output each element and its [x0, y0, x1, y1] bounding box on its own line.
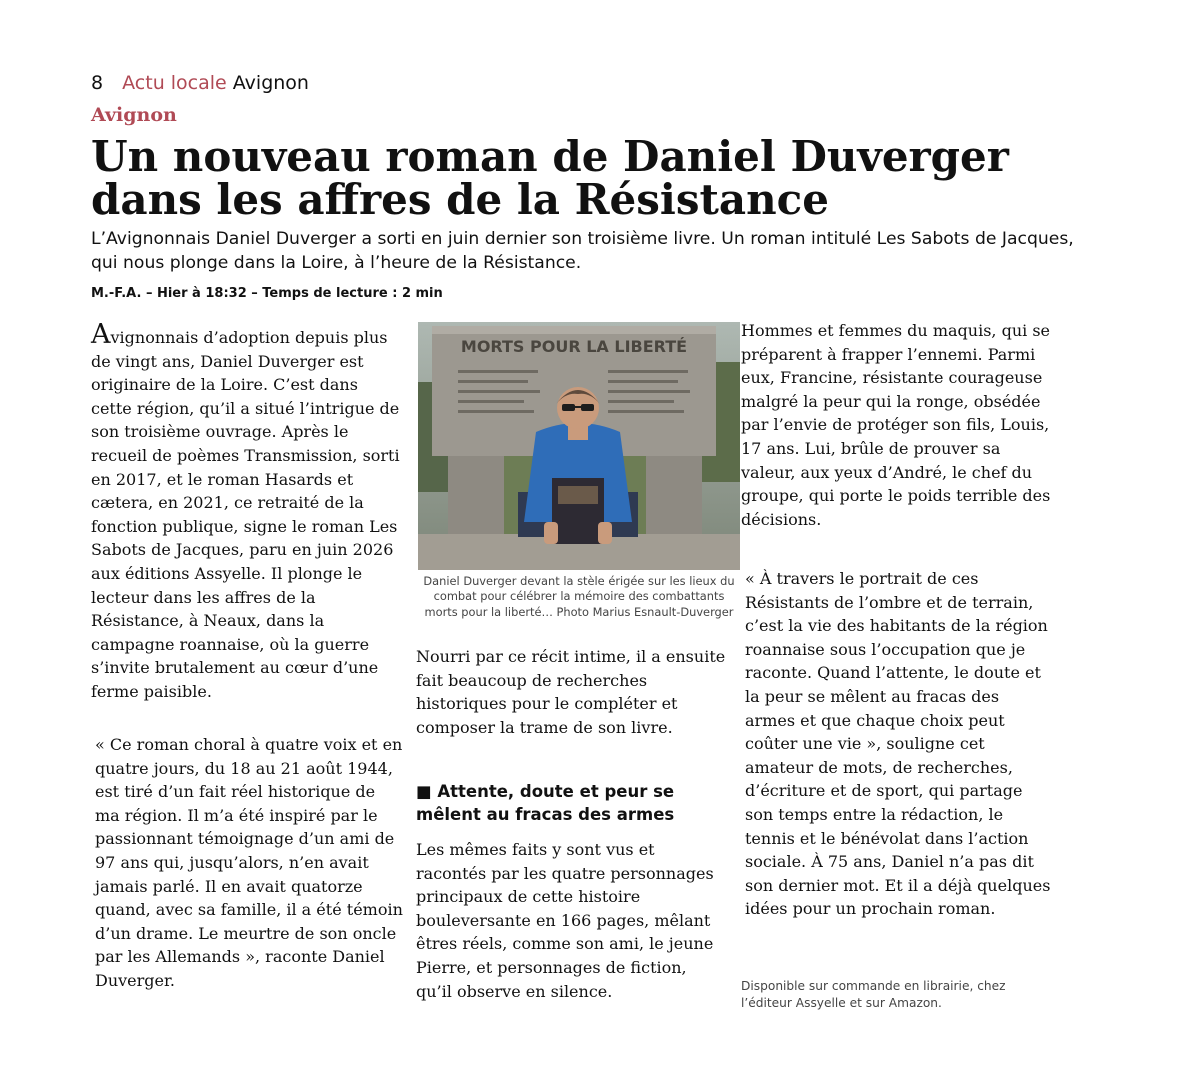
city-label: Avignon	[232, 72, 309, 94]
article-quote-2: « À travers le portrait de ces Résistants de l’ombre et de terrain, c’est la vie des habitants de la région roannaise sous l’occupation que je raconte. Quand l’attente, le doute et la peur se mêlent au fracas des armes et que chaque choix peut coûter une vie », souligne cet amateur de mots, de recherches, d’écriture et de sport, qui partage son temps entre la rédaction, le tennis et le bénévolat dans l’action sociale. À 75 ans, Daniel n’a pas dit son dernier mot. Et il a déjà quelques idées pour un prochain roman.	[745, 569, 1051, 919]
article-quote-1: « Ce roman choral à quatre voix et en quatre jours, du 18 au 21 août 1944, est tiré d’un fait réel historique de ma région. Il m’a été inspiré par le passionnant témoignage d’un ami de 97 ans qui, jusqu’alors, n’en avait jamais parlé. Il en avait quatorze quand, avec sa famille, il a été témoin d’un drame. Le meurtre de son oncle par les Allemands », raconte Daniel Duverger.	[95, 735, 403, 990]
article-paragraph-1	[91, 319, 403, 704]
kicker: Avignon	[91, 104, 177, 126]
availability-note: Disponible sur commande en librairie, chez l’éditeur Assyelle et sur Amazon.	[741, 979, 1006, 1010]
article-paragraph-4: Hommes et femmes du maquis, qui se préparent à frapper l’ennemi. Parmi eux, Francine, résistante courageuse malgré la peur qui la ronge, obsédée par l’envie de protéger son fils, Louis, 17 ans. Lui, brûle de prouver sa valeur, aux yeux d’André, le chef du groupe, qui porte le poids terrible des décisions.	[741, 321, 1051, 529]
headline: Un nouveau roman de Daniel Duverger dans les affres de la Résistance	[91, 132, 1009, 224]
subheading: ■ Attente, doute et peur se mêlent au fracas des armes	[416, 782, 675, 824]
lede: L’Avignonnais Daniel Duverger a sorti en juin dernier son troisième livre. Un roman intitulé Les Sabots de Jacques, qui nous plonge dans la Loire, à l’heure de la Résistance.	[91, 229, 1074, 273]
paragraph-1-text: vignonnais d’adoption depuis plus de vingt ans, Daniel Duverger est originaire de la Loire. C’est dans cette région, qu’il a situé l’intrigue de son troisième ouvrage. Après le recueil de poèmes Transmission, sorti en 2017, et le roman Hasards et cætera, en 2021, ce retraité de la fonction publique, signe le roman Les Sabots de Jacques, paru en juin 2026 aux éditions Assyelle. Il plonge le lecteur dans les affres de la Résistance, à Neaux, dans la campagne roannaise, où la guerre s’invite brutalement au cœur d’une ferme paisible.	[91, 328, 400, 701]
photo-caption: Daniel Duverger devant la stèle érigée sur les lieux du combat pour célébrer la mémoire des combattants morts pour la liberté… Photo Marius Esnault-Duverger	[423, 574, 735, 619]
stele-inscription: MORTS POUR LA LIBERTÉ	[460, 337, 688, 356]
page-number: 8	[91, 72, 104, 94]
article-paragraph-2: Nourri par ce récit intime, il a ensuite fait beaucoup de recherches historiques pour le compléter et composer la trame de son livre.	[416, 647, 726, 737]
article-photo	[418, 322, 740, 570]
photo-illustration	[418, 322, 740, 570]
page-header	[91, 71, 309, 95]
drop-cap: A	[91, 319, 111, 350]
article-paragraph-3: Les mêmes faits y sont vus et racontés par les quatre personnages principaux de cette histoire bouleversante en 166 pages, mêlant êtres réels, comme son ami, le jeune Pierre, et personnages de fiction, qu’il observe en silence.	[416, 840, 714, 1001]
section-link[interactable]: Actu locale	[122, 72, 227, 94]
byline: M.-F.A. – Hier à 18:32 – Temps de lecture : 2 min	[91, 286, 443, 301]
